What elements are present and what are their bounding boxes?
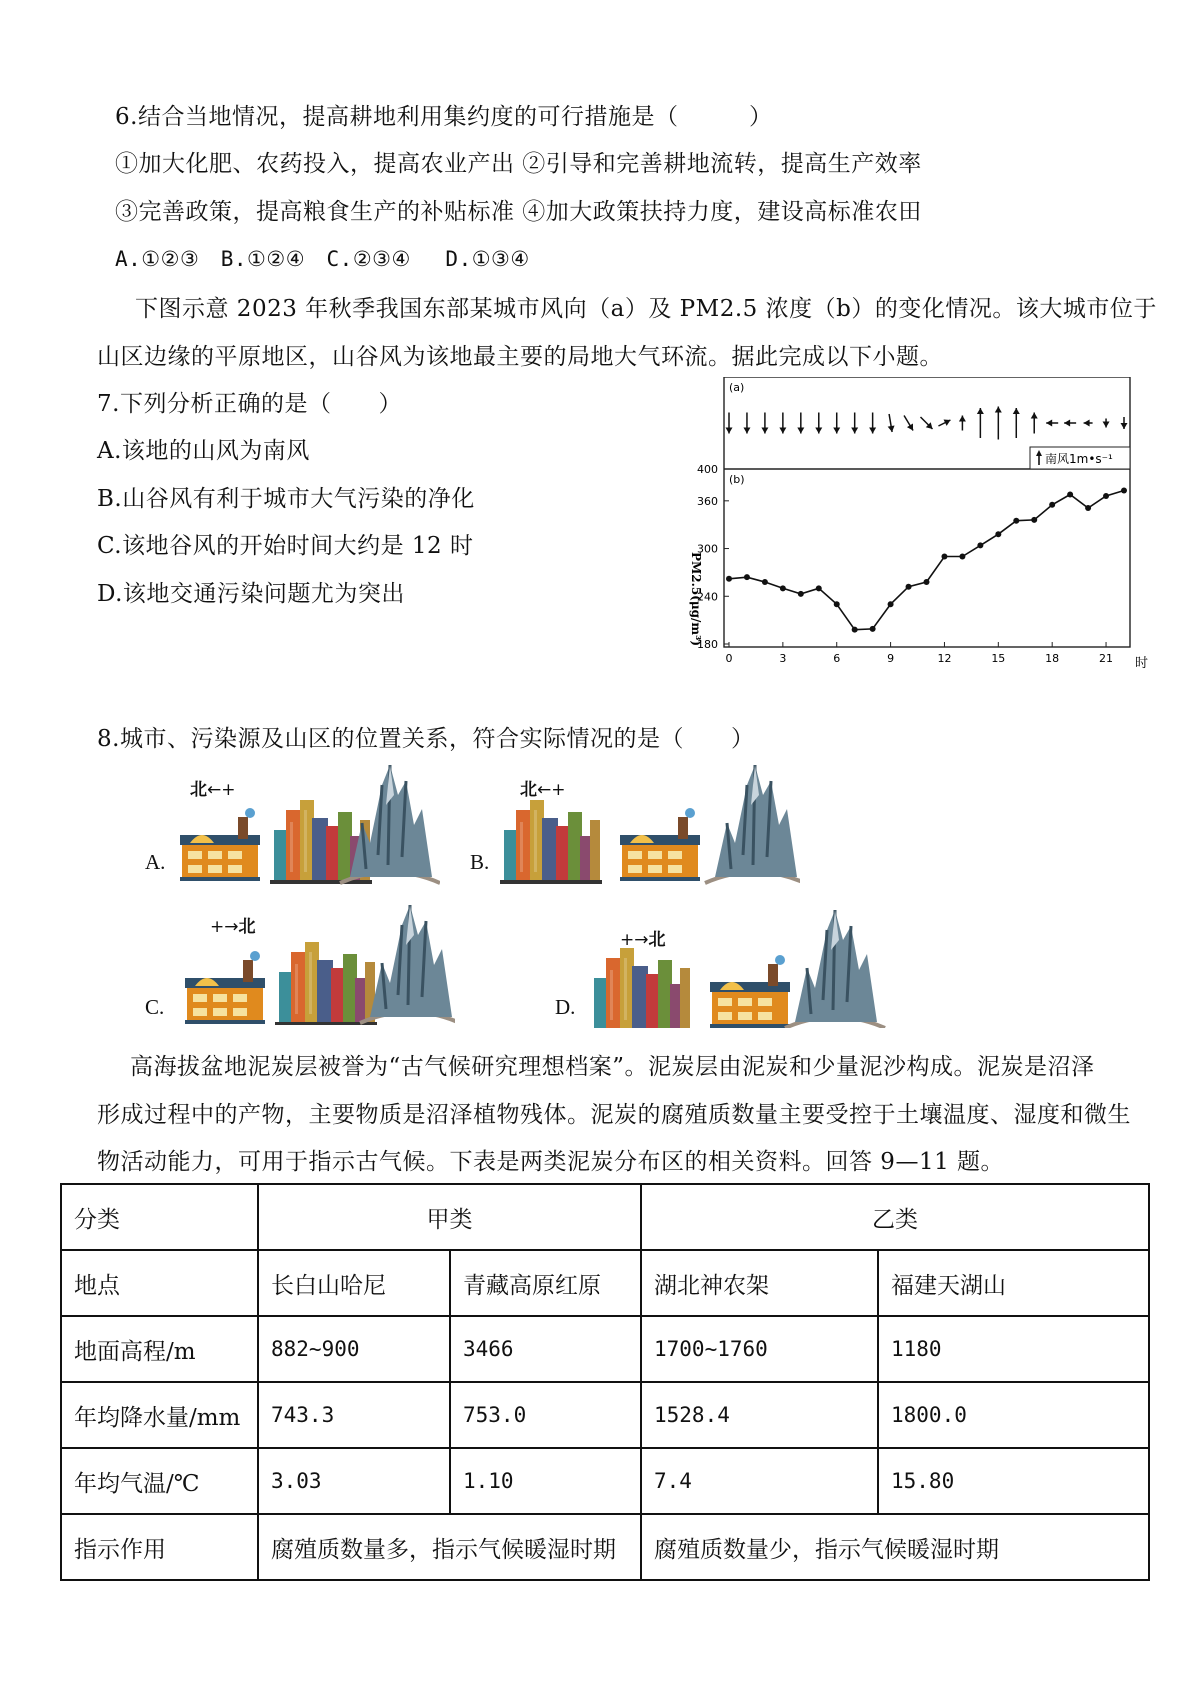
pm25-point [888, 601, 894, 607]
table-row [61, 1382, 1149, 1448]
wind-arrow [761, 413, 768, 434]
pm25-point [941, 554, 947, 560]
q6-stem: 6.结合当地情况，提高耕地利用集约度的可行措施是（ ） [115, 104, 773, 130]
wind-arrow [851, 413, 858, 434]
intro1-line2: 山区边缘的平原地区，山谷风为该地最主要的局地大气环流。据此完成以下小题。 [97, 344, 943, 370]
table-row [61, 1448, 1149, 1514]
table-cell: 882~900 [258, 1316, 450, 1382]
q7-stem: 7.下列分析正确的是（ ） [97, 391, 402, 417]
q8-option-a-label: A. [145, 850, 166, 874]
wind-arrow [977, 408, 984, 438]
chart-frame [724, 377, 1130, 647]
intro2-line3: 物活动能力，可用于指示古气候。下表是两类泥炭分布区的相关资料。回答 9—11 题。 [97, 1149, 1005, 1175]
factory-icon [185, 951, 265, 1024]
wind-arrow [904, 416, 913, 431]
table-cell: 甲类 [258, 1184, 641, 1250]
table-cell: 福建天湖山 [878, 1250, 1149, 1316]
pm25-point [995, 531, 1001, 537]
factory-icon [620, 808, 700, 881]
pm25-point [816, 585, 822, 591]
q8-option-c-label: C. [145, 995, 165, 1019]
diagram-option-a [170, 760, 440, 885]
y-tick-label: 240 [697, 590, 718, 604]
table-cell: 3.03 [258, 1448, 450, 1514]
city-icon [275, 942, 377, 1025]
wind-arrow [815, 413, 822, 434]
table-cell: 地面高程/m [61, 1316, 258, 1382]
table-row [61, 1184, 1149, 1250]
q8-stem: 8.城市、污染源及山区的位置关系，符合实际情况的是（ ） [97, 726, 755, 752]
table-cell: 1.10 [450, 1448, 641, 1514]
table-cell: 地点 [61, 1250, 258, 1316]
pm25-point [744, 574, 750, 580]
wind-arrow [1046, 420, 1058, 427]
intro2-line2: 形成过程中的产物，主要物质是沼泽植物残体。泥炭的腐殖质数量主要受控于土壤温度、湿度和微生 [97, 1102, 1131, 1128]
wind-arrow [869, 413, 876, 434]
pm25-point [924, 579, 930, 585]
wind-arrow [995, 407, 1002, 440]
north-indicator-b: 北←+ [520, 780, 566, 800]
north-indicator-a: 北←+ [190, 780, 236, 800]
x-tick-label: 12 [937, 652, 952, 665]
diagram-option-d [590, 908, 890, 1028]
mountain-icon [340, 765, 440, 883]
mountain-icon [785, 910, 885, 1028]
table-cell: 年均气温/℃ [61, 1448, 258, 1514]
table-cell: 3466 [450, 1316, 641, 1382]
q6-options-line1: ①加大化肥、农药投入，提高农业产出 ②引导和完善耕地流转，提高生产效率 [115, 151, 922, 177]
table-cell: 腐殖质数量少，指示气候暖湿时期 [641, 1514, 1149, 1580]
table-cell: 743.3 [258, 1382, 450, 1448]
q7-option-b: B.山谷风有利于城市大气污染的净化 [97, 486, 475, 512]
wind-arrow [938, 420, 950, 426]
panel-b-label: (b) [729, 473, 745, 486]
diagram-option-c [175, 900, 455, 1025]
intro1-line1: 下图示意 2023 年秋季我国东部某城市风向（a）及 PM2.5 浓度（b）的变化情况。该大城市位于 [135, 296, 1157, 322]
wind-arrow [797, 413, 804, 434]
x-tick-label: 18 [1045, 652, 1060, 665]
y-axis-label: PM2.5(μg/m³) [689, 552, 703, 647]
peat-data-table [60, 1183, 1150, 1581]
y-tick-label: 180 [697, 638, 718, 651]
wind-arrow [921, 417, 933, 429]
table-cell: 1528.4 [641, 1382, 878, 1448]
wind-arrow [1121, 417, 1128, 429]
table-cell: 乙类 [641, 1184, 1149, 1250]
table-cell: 分类 [61, 1184, 258, 1250]
table-cell: 长白山哈尼 [258, 1250, 450, 1316]
pm25-point [1085, 505, 1091, 511]
table-cell: 15.80 [878, 1448, 1149, 1514]
table-cell: 1700~1760 [641, 1316, 878, 1382]
wind-arrow [959, 416, 966, 431]
pm25-point [762, 579, 768, 585]
table-cell: 1800.0 [878, 1382, 1149, 1448]
pm25-point [726, 576, 732, 582]
wind-arrow [1084, 420, 1093, 427]
pm25-point [1067, 491, 1073, 497]
table-cell: 腐殖质数量多，指示气候暖湿时期 [258, 1514, 641, 1580]
diagram-option-b [500, 760, 800, 885]
x-tick-label: 15 [991, 652, 1006, 665]
north-indicator-c: +→北 [210, 917, 256, 937]
wind-arrow [743, 413, 750, 434]
table-cell: 湖北神农架 [641, 1250, 878, 1316]
pm25-point [834, 601, 840, 607]
x-tick-label: 3 [779, 652, 787, 665]
wind-arrow [833, 413, 840, 434]
city-icon [590, 948, 692, 1028]
table-cell: 7.4 [641, 1448, 878, 1514]
table-cell: 1180 [878, 1316, 1149, 1382]
y-tick-label: 360 [697, 494, 718, 508]
intro2-line1: 高海拔盆地泥炭层被誉为“古气候研究理想档案”。泥炭层由泥炭和少量泥沙构成。泥炭是沼泽 [130, 1054, 1095, 1080]
y-tick-label: 300 [697, 542, 718, 556]
pm25-point [1031, 517, 1037, 523]
north-indicator-d: +→北 [620, 930, 666, 950]
wind-legend-label: 南风1m•s⁻¹ [1045, 452, 1113, 466]
x-tick-label: 0 [725, 652, 733, 665]
y-tick-label: 400 [697, 463, 718, 476]
wind-arrow [1031, 413, 1038, 434]
wind-arrow [726, 413, 733, 434]
x-tick-label: 6 [833, 652, 841, 665]
table-row [61, 1514, 1149, 1580]
q6-options-line2: ③完善政策，提高粮食生产的补贴标准 ④加大政策扶持力度，建设高标准农田 [115, 199, 922, 225]
wind-arrow [1013, 408, 1020, 438]
x-tick-label: 9 [887, 652, 895, 665]
q7-option-c: C.该地谷风的开始时间大约是 12 时 [97, 533, 474, 559]
wind-arrow [1103, 419, 1110, 428]
q7-option-d: D.该地交通污染问题尤为突出 [97, 581, 405, 607]
wind-arrow [1064, 420, 1076, 427]
table-cell: 753.0 [450, 1382, 641, 1448]
pm25-point [959, 554, 965, 560]
q8-option-d-label: D. [555, 995, 576, 1019]
city-icon [500, 800, 602, 884]
pm25-point [852, 627, 858, 633]
pm25-point [1103, 493, 1109, 499]
table-cell: 指示作用 [61, 1514, 258, 1580]
pm25-series-line [729, 491, 1124, 630]
q8-option-b-label: B. [470, 850, 490, 874]
q6-choices: A.①②③ B.①②④ C.②③④ D.①③④ [115, 247, 530, 271]
wind-arrow [888, 414, 895, 432]
table-cell: 年均降水量/mm [61, 1382, 258, 1448]
pm25-wind-chart [672, 377, 1152, 672]
mountain-icon [705, 765, 800, 883]
table-cell: 青藏高原红原 [450, 1250, 641, 1316]
pm25-point [870, 626, 876, 632]
pm25-point [798, 591, 804, 597]
table-row [61, 1316, 1149, 1382]
q7-option-a: A.该地的山风为南风 [97, 438, 310, 464]
pm25-point [1121, 487, 1127, 493]
pm25-point [977, 542, 983, 548]
pm25-point [1049, 502, 1055, 508]
panel-a-label: (a) [729, 381, 745, 394]
factory-icon [180, 808, 260, 881]
x-tick-label: 21 [1099, 652, 1114, 665]
pm25-point [780, 585, 786, 591]
table-row [61, 1250, 1149, 1316]
pm25-point [1013, 518, 1019, 524]
factory-icon [710, 955, 790, 1028]
x-axis-unit: 时 [1135, 656, 1149, 671]
wind-arrow [779, 413, 786, 434]
pm25-point [906, 584, 912, 590]
